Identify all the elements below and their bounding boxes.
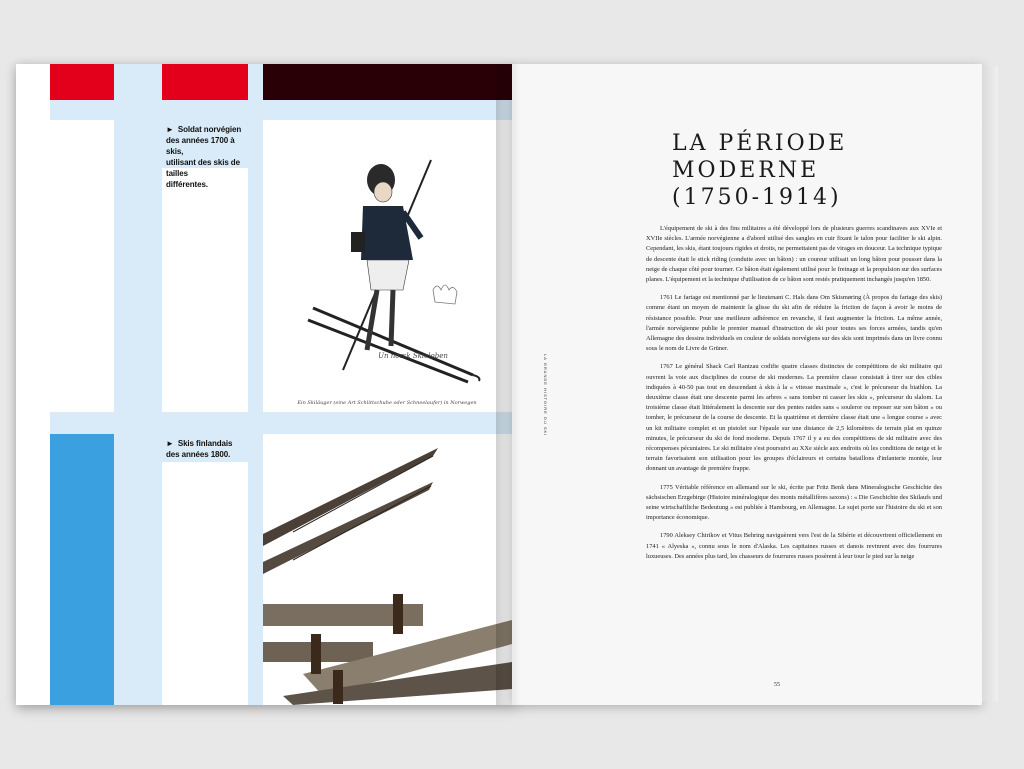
caption-finnish-skis: ► Skis finlandais des années 1800.	[166, 439, 233, 459]
blue-accent-block	[50, 434, 114, 705]
running-head: LA GRANDE HISTOIRE DU SKI	[543, 354, 548, 437]
maroon-block	[263, 64, 512, 100]
paragraph: 1767 Le général Shack Carl Rantzau codifie quatre classes distinctes de compétitions de ski militaire qui ouvrent la voie aux disciplines de course de ski modernes. La première classe consistait à tirer sur des cibles indiquées à 40-50 pas tout en descendant à skis à la « vitesse maximale », c'est le précurseur du biathlon. La deuxième classe était une descente parmi les arbres « sans tomber ni casser les skis », précurseur du slalom. La troisième classe était littéralement la descente sur des pentes raides sans « souleror ou reposer sur son bâton » ou tomber, le précurseur de la course de descente. Et la quatrième et dernière classe était une « longue course » avec un kit militaire complet et un pistolet sur l'épaule sur une distance de 2,5 kilomètres de terrain plat en quinze minutes, le précurseur du ski de fond moderne. Depuis 1767 il y a eu des compétitions de ski militaire avec des récompenses pécuniaires. Le ski militaire s'est poursuivi au XXe siècle aux endroits où les conditions de neige et le terrain favorisaient son utilisation pour les groupes d'éclaireurs et certains bataillons d'infanterie montée, leur donnant un avantage de première frappe.	[646, 363, 942, 473]
skier-engraving-image	[263, 120, 512, 412]
wooden-skis-illustration	[263, 434, 512, 705]
grid-cell	[263, 100, 512, 120]
right-page	[512, 64, 982, 705]
paragraph: L'équipement de ski à des fins militaires a été développé lors de plusieurs guerres scandinaves aux XVIe et XVIIe siècles. L'armée norvégienne a d'abord utilisé des sangles en cuir fixant le talon pour faciliter le ski alpin. Cependant, les skis, étant toujours rigides et droits, ne permettaient pas de virages en douceur. La technique typique de descente était le stick riding (conduite avec un bâton) : un coureur utilisait un long bâton pour pousser dans la neige de chaque côté pour tourner. Ce bâton était également utilisé pour le freinage et la propulsion sur des surfaces planes. L'équipement et la technique d'utilisation de ce bâton sont restés pratiquement inchangés jusqu'en 1850.	[646, 225, 942, 284]
red-block-2	[162, 64, 248, 100]
red-block-1	[50, 64, 114, 100]
page-edge	[982, 66, 998, 702]
grid-row	[50, 412, 512, 434]
grid-cell	[162, 100, 248, 120]
grid-cell	[50, 100, 114, 120]
arrow-marker-icon: ►	[166, 125, 174, 134]
grid-column	[248, 64, 263, 705]
soldier-on-skis-illustration	[263, 120, 512, 412]
page-number: 55	[774, 682, 780, 688]
arrow-marker-icon: ►	[166, 439, 174, 448]
engraving-inscription-2: Ein Skiläuger (eine Art Schlittschuhe oder Schneelaufer) in Norwegen	[297, 400, 477, 406]
left-page	[16, 64, 512, 705]
chapter-body	[646, 224, 942, 570]
chapter-title: LA PÉRIODE MODERNE (1750-1914)	[672, 131, 848, 210]
paragraph: 1775 Véritable référence en allemand sur le ski, écrite par Fritz Benk dans Mineralogische Geschichte des sächsischen Erzgebirge (Histoire minéralogique des monts métallifères saxons) : « Die Geschichte des Skilaufs und seine wirtschaftliche Bedeutung » est publiée à Hambourg, en Allemagne. Le sujet porte sur l'histoire du ski et son importance économique.	[646, 483, 942, 522]
paragraph: 1761 Le fartage est mentionné par le lieutenant C. Hals dans Om Skismøring (À propos du fartage des skis) comme étant un moyen de maintenir la glisse du ski afin de réduire la friction de façon à avoir le moins de résistance possible. Pour une meilleure adhérence en revanche, il faut augmenter la friction. La même année, l'armée norvégienne publie le premier manuel d'instruction de ski pour toutes ses forces armées, tandis qu'en Allemagne des dessins individuels en couleur de soldats norvégiens sur des skis sont imprimés dans un livre connu sous le nom de Livre de Grüner.	[646, 294, 942, 353]
caption-norwegian-soldier: ► Soldat norvégien des années 1700 à skis, utilisant des skis de tailles différentes.	[166, 125, 242, 189]
finnish-skis-photo	[263, 434, 512, 705]
grid-column	[114, 64, 162, 705]
paragraph: 1790 Aleksey Chirikov et Vitus Behring naviguèrent vers l'est de la Sibérie et découvrirent officiellement en 1741 « Alyeska », connu sous le nom d'Alaska. Les capitaines russes et danois revinrent avec des fourrures luxueuses. Des années plus tard, les chasseurs de fourrures russes posèrent à leur tour le pied sur la neige	[646, 532, 942, 560]
engraving-inscription-1: Un norsk Skieloben	[378, 352, 448, 360]
